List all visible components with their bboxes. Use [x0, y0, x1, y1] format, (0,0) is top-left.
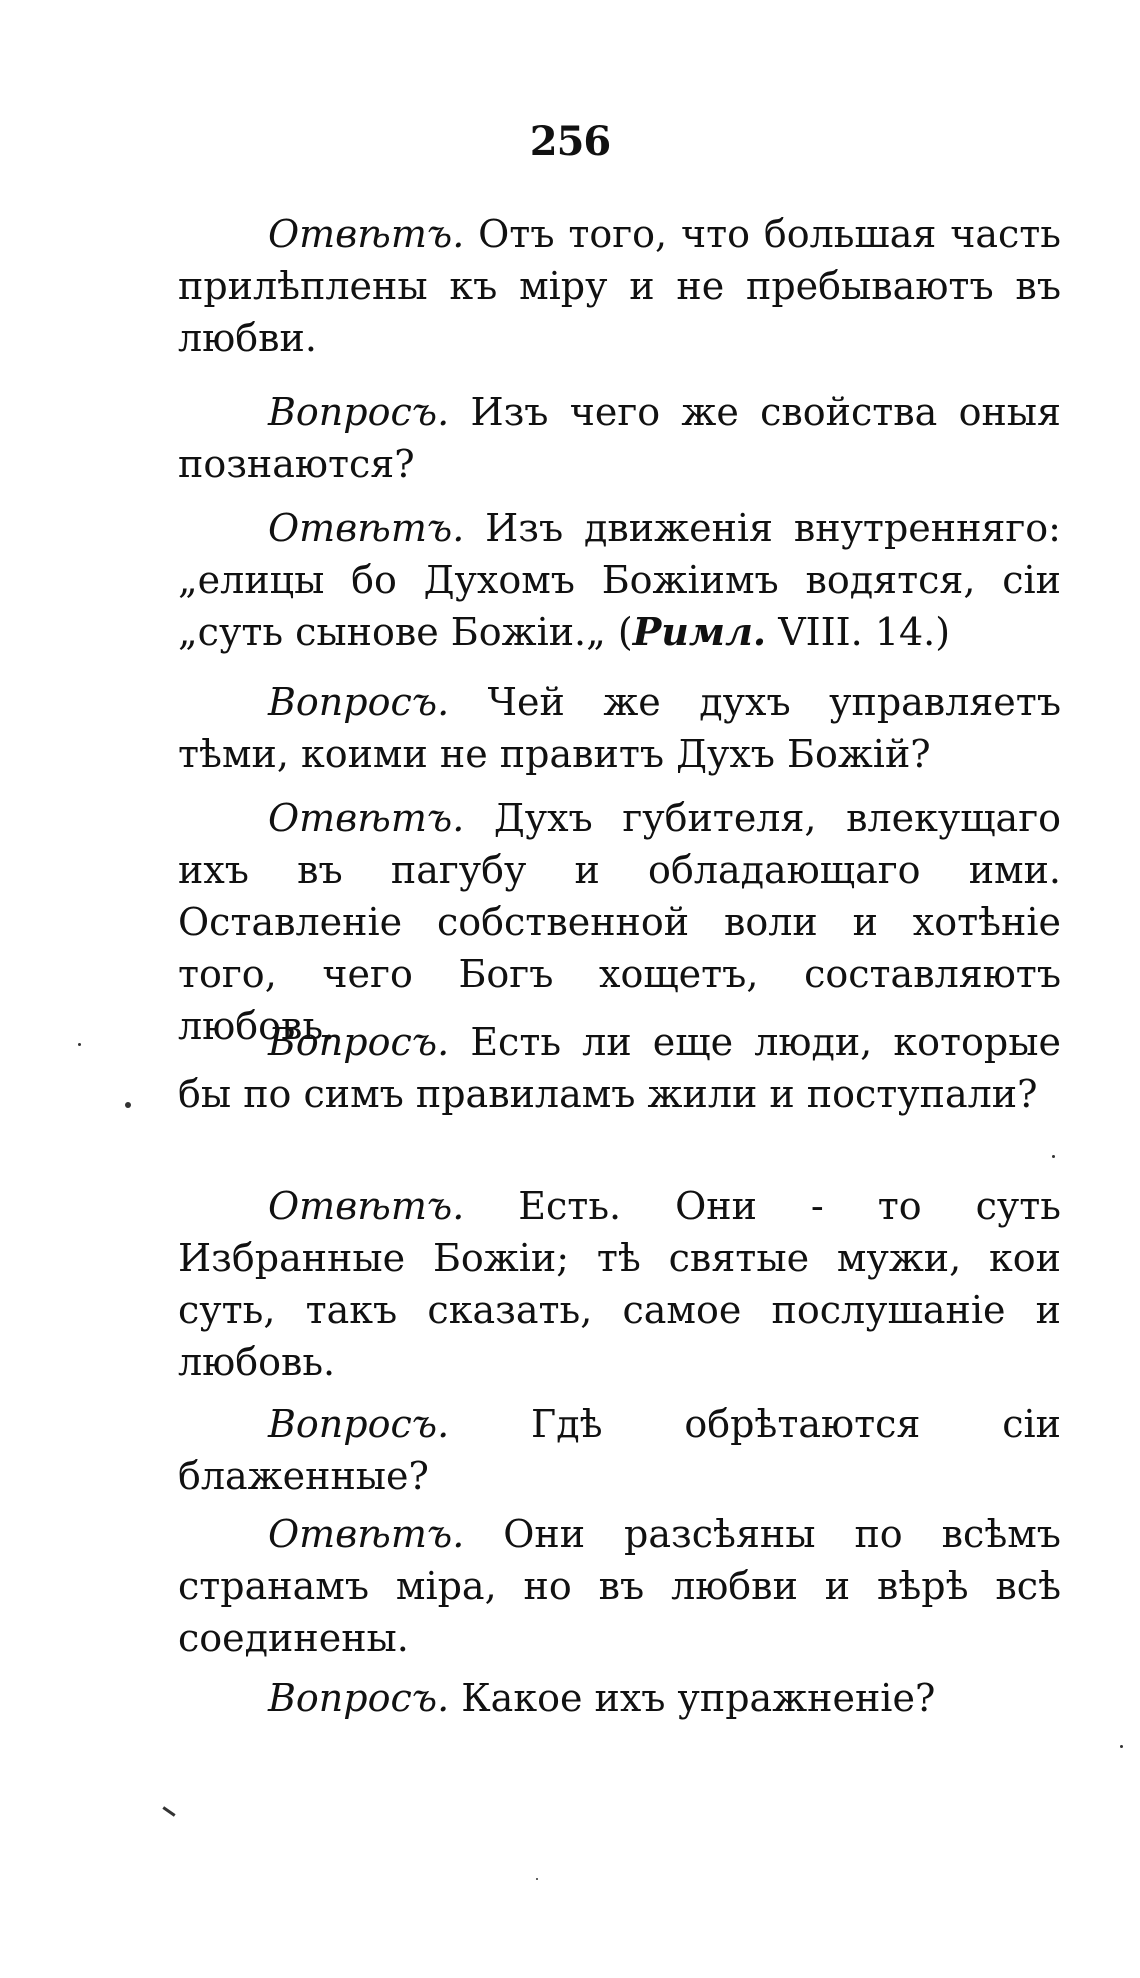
question-paragraph: [178, 676, 1061, 780]
question-label: Вопросъ.: [268, 680, 450, 724]
scan-speck: [125, 1102, 131, 1108]
answer-paragraph: [178, 502, 1061, 658]
answer-label: Отвѣтъ.: [268, 212, 465, 256]
answer-paragraph: [178, 792, 1061, 1052]
question-text: Чей же духъ управляетъ тѣми, коими не правитъ Духъ Божій?: [178, 680, 1061, 776]
answer-label: Отвѣтъ.: [268, 1184, 465, 1228]
answer-label: Отвѣтъ.: [268, 1512, 465, 1556]
answer-paragraph: [178, 1180, 1061, 1388]
question-text: Какое ихъ упражненіе?: [461, 1676, 936, 1720]
question-label: Вопросъ.: [268, 390, 450, 434]
question-paragraph: [178, 1398, 1061, 1502]
scan-speck: [536, 1878, 538, 1880]
scan-speck: [1120, 1745, 1123, 1748]
answer-paragraph: [178, 1508, 1061, 1664]
answer-text-tail: VIII. 14.): [766, 610, 951, 654]
answer-text: Они разсѣяны по всѣмъ странамъ міра, но въ любви и вѣрѣ всѣ соединены.: [178, 1512, 1061, 1660]
scan-mark: [162, 1806, 175, 1816]
answer-text: Есть. Они - то суть Избранные Божіи; тѣ святые мужи, кои суть, такъ сказать, самое послушаніе и любовь.: [178, 1184, 1061, 1384]
question-text: Есть ли еще люди, которые бы по симъ правиламъ жили и поступали?: [178, 1020, 1061, 1116]
scan-speck: [78, 1043, 81, 1046]
question-paragraph: [178, 386, 1061, 490]
scan-speck: [1052, 1155, 1055, 1158]
answer-label: Отвѣтъ.: [268, 796, 465, 840]
question-label: Вопросъ.: [268, 1402, 450, 1446]
question-text: Гдѣ обрѣтаются сіи блаженные?: [178, 1402, 1061, 1498]
question-paragraph: [178, 1016, 1061, 1120]
answer-text: Изъ движенія внутренняго: „елицы бо Духомъ Божіимъ водятся, сіи „суть сынове Божіи.„ (: [178, 506, 1061, 654]
question-label: Вопросъ.: [268, 1020, 450, 1064]
answer-paragraph: [178, 208, 1061, 364]
answer-text: Духъ губителя, влекущаго ихъ въ пагубу и обладающаго ими. Оставленіе собственной воли и хотѣніе того, чего Богъ хощетъ, составляютъ любовь.: [178, 796, 1061, 1048]
page-number: 256: [529, 118, 611, 165]
question-label: Вопросъ.: [268, 1676, 450, 1720]
answer-text: Отъ того, что большая часть прилѣплены къ міру и не пребываютъ въ любви.: [178, 212, 1061, 360]
answer-label: Отвѣтъ.: [268, 506, 465, 550]
question-paragraph: [178, 1672, 1061, 1724]
scripture-reference: Римл.: [632, 609, 767, 654]
question-text: Изъ чего же свойства оныя познаются?: [178, 390, 1061, 486]
